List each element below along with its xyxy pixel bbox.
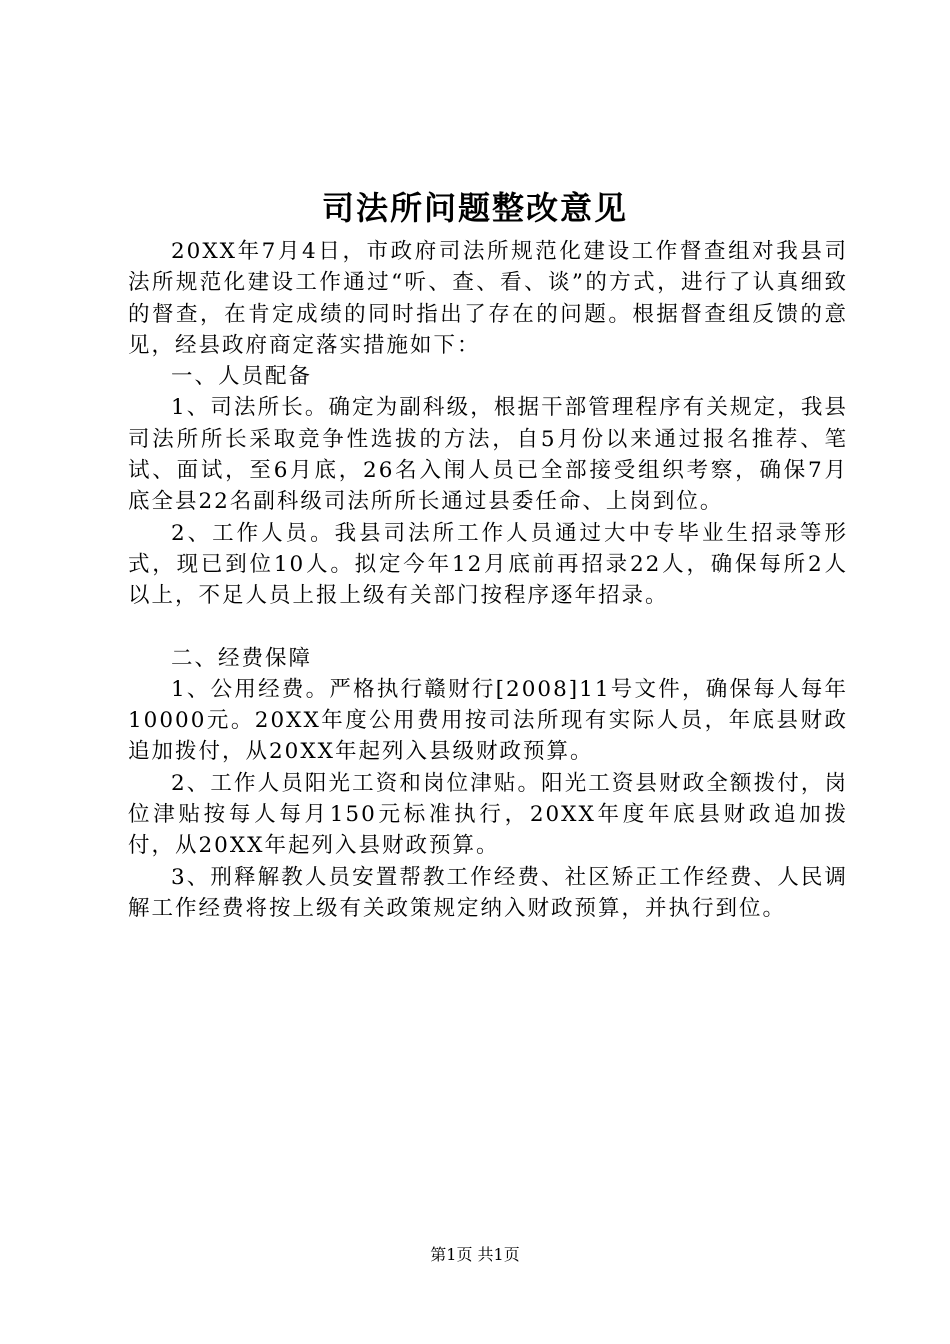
funding-item-1: 1、公用经费。严格执行赣财行[2008]11号文件，确保每人每年10000元。20XX年度公用费用按司法所现有实际人员，年底县财政追加拨付，从20XX年起列入县级财政预算。 bbox=[128, 676, 848, 765]
section-heading-funding: 二、经费保障 bbox=[171, 645, 313, 671]
intro-paragraph: 20XX年7月4日，市政府司法所规范化建设工作督查组对我县司法所规范化建设工作通过“听、查、看、谈”的方式，进行了认真细致的督查，在肯定成绩的同时指出了存在的问题。根据督查组反馈的意见，经县政府商定落实措施如下： bbox=[128, 239, 848, 358]
section-spacer bbox=[128, 612, 848, 643]
funding-item-3: 3、刑释解教人员安置帮教工作经费、社区矫正工作经费、人民调解工作经费将按上级有关政策规定纳入财政预算，并执行到位。 bbox=[128, 864, 848, 921]
staffing-item-2: 2、工作人员。我县司法所工作人员通过大中专毕业生招录等形式，现已到位10人。拟定今年12月底前再招录22人，确保每所2人以上，不足人员上报上级有关部门按程序逐年招录。 bbox=[128, 520, 848, 609]
document-title: 司法所问题整改意见 bbox=[321, 189, 628, 227]
document-body bbox=[128, 236, 848, 924]
page-footer: 第1页 共1页 bbox=[430, 1245, 520, 1264]
funding-item-2: 2、工作人员阳光工资和岗位津贴。阳光工资县财政全额拨付，岗位津贴按每人每月150元标准执行，20XX年度年底县财政追加拨付，从20XX年起列入县财政预算。 bbox=[128, 770, 848, 859]
section-heading-staffing: 一、人员配备 bbox=[171, 364, 313, 390]
staffing-item-1: 1、司法所长。确定为副科级，根据干部管理程序有关规定，我县司法所所长采取竞争性选拔的方法，自5月份以来通过报名推荐、笔试、面试，至6月底，26名入闱人员已全部接受组织考察，确保7月底全县22名副科级司法所所长通过县委任命、上岗到位。 bbox=[128, 395, 848, 515]
